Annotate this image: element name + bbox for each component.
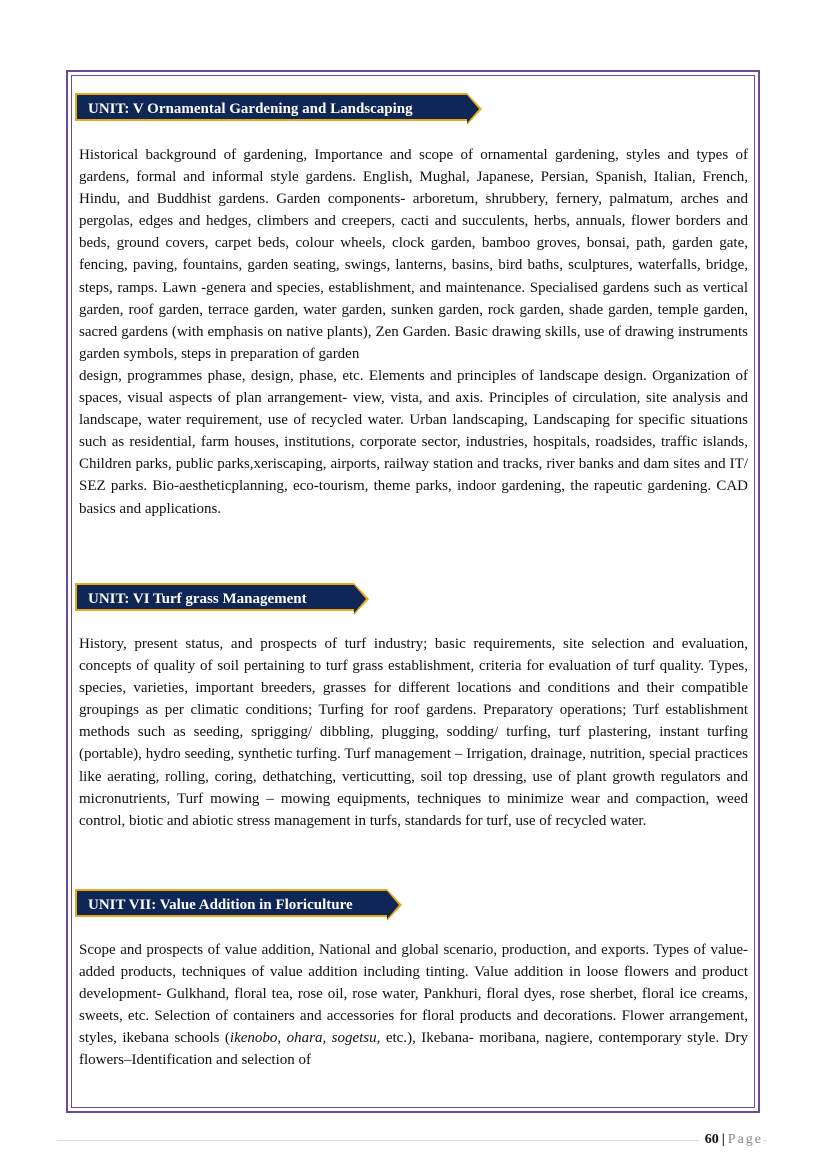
unit-vi-title: UNIT: VI Turf grass Management xyxy=(88,591,307,607)
unit-v-heading xyxy=(75,93,467,121)
unit-vii-text-start: Scope and prospects of value addition, National and global scenario, production, and exports. Types of value-added products, techniques of value addition including tinting. Value addition in loose flowers and product development- Gulkhand, floral tea, rose oil, rose water, Pankhuri, floral dyes, rose sherbet, floral ice creams, sweets, etc. Selection of containers and accessories for floral products and decorations. Flower arrangement, styles, ikebana schools ( xyxy=(79,942,748,1047)
unit-vii-italic-schools: ikenobo, ohara, sogetsu, xyxy=(229,1030,381,1047)
unit-v-paragraph-1: Historical background of gardening, Importance and scope of ornamental gardening, styles and types of gardens, formal and informal style gardens. English, Mughal, Japanese, Persian, Spanish, Italian, French, Hindu, and Buddhist gardens. Garden components- arboretum, shrubbery, fernery, palmatum, arches and pergolas, edges and hedges, climbers and creepers, cacti and succulents, herbs, annuals, flower borders and beds, ground covers, carpet beds, colour wheels, clock garden, bamboo groves, bonsai, path, garden gate, fencing, paving, fountains, garden seating, swings, lanterns, basins, bird baths, sculptures, waterfalls, bridge, steps, ramps. Lawn -genera and species, establishment, and maintenance. Specialised gardens such as vertical garden, roof garden, terrace garden, water garden, sunken garden, rock garden, shade garden, temple garden, sacred gardens (with emphasis on native plants), Zen Garden. Basic drawing skills, use of drawing instruments garden symbols, steps in preparation of garden xyxy=(79,147,748,362)
page-number-value: 60 xyxy=(704,1132,719,1147)
page-label: Page xyxy=(727,1132,763,1147)
unit-v-title: UNIT: V Ornamental Gardening and Landscaping xyxy=(88,101,413,117)
unit-vii-title: UNIT VII: Value Addition in Floriculture xyxy=(88,897,353,913)
unit-v-body xyxy=(79,144,748,520)
unit-vi-body xyxy=(79,633,748,832)
unit-vii-text-end: etc.), Ikebana- moribana, nagiere, contemporary style. Dry flowers–Identification and selection of xyxy=(79,1030,748,1069)
unit-vi-paragraph: History, present status, and prospects of turf industry; basic requirements, site selection and evaluation, concepts of quality of soil pertaining to turf grass establishment, criteria for evaluation of turf quality. Types, species, varieties, important breeders, grasses for different locations and conditions and their compatible groupings as per climatic conditions; Turfing for roof gardens. Preparatory operations; Turf establishment methods such as seeding, sprigging/ dibbling, plugging, sodding/ turfing, turf plastering, instant turfing (portable), hydro seeding, synthetic turfing. Turf management – Irrigation, drainage, nutrition, special practices like aerating, rolling, coring, dethatching, verticutting, soil top dressing, use of plant growth regulators and micronutrients, Turf mowing – mowing equipments, techniques to minimize wear and compaction, weed control, biotic and abiotic stress management in turfs, standards for turf, use of recycled water. xyxy=(79,636,748,829)
unit-vii-body xyxy=(79,939,748,1072)
page-number xyxy=(699,1132,763,1148)
footer-rule xyxy=(57,1140,767,1141)
banner-arrow-fill xyxy=(467,95,479,123)
banner-arrow-fill xyxy=(354,585,366,613)
unit-vii-heading xyxy=(75,889,387,917)
unit-vi-heading xyxy=(75,583,354,611)
page-number-separator: | xyxy=(721,1132,725,1147)
banner-arrow-fill xyxy=(387,891,399,919)
unit-v-paragraph-2: design, programmes phase, design, phase, etc. Elements and principles of landscape design. Organization of spaces, visual aspects of plan arrangement- view, vista, and axis. Principles of circulation, site analysis and landscape, water requirement, use of recycled water. Urban landscaping, Landscaping for specific situations such as residential, farm houses, institutions, corporate sector, industries, hospitals, roadsides, traffic islands, Children parks, public parks,xeriscaping, airports, railway station and tracks, river banks and dam sites and IT/ SEZ parks. Bio-aestheticplanning, eco-tourism, theme parks, indoor gardening, the rapeutic gardening. CAD basics and applications. xyxy=(79,367,748,517)
